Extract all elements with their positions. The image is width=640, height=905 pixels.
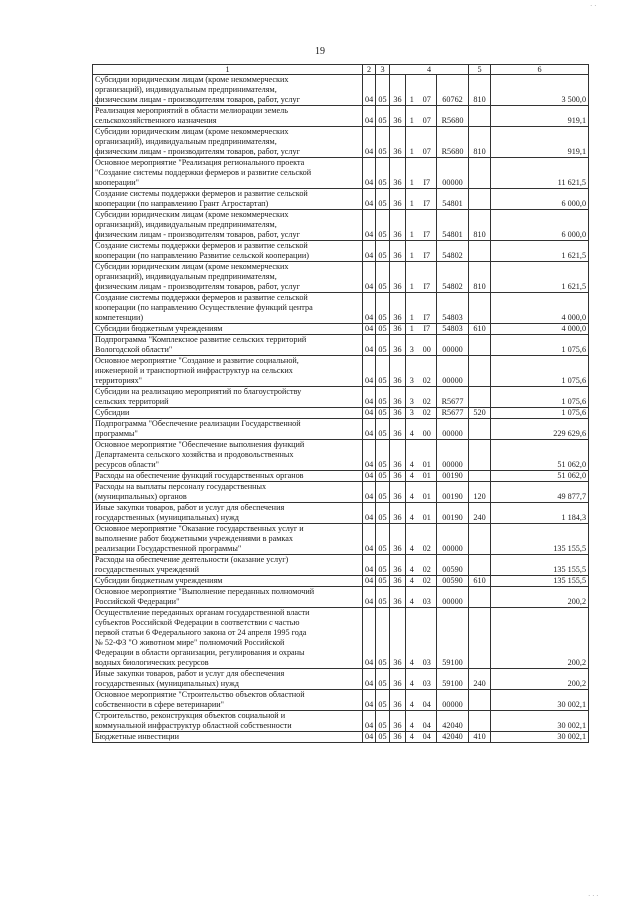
cell-direction: 00590 bbox=[437, 555, 469, 576]
cell-subprogram: 4 bbox=[406, 690, 418, 711]
cell-event: I7 bbox=[418, 241, 437, 262]
cell-ved: 04 bbox=[363, 324, 376, 335]
cell-amount: 1 621,5 bbox=[491, 241, 589, 262]
cell-direction: 59100 bbox=[437, 608, 469, 669]
cell-direction: 60762 bbox=[437, 75, 469, 106]
cell-rz: 05 bbox=[376, 419, 390, 440]
row-name: Создание системы поддержки фермеров и развитие сельской кооперации (по направлению Развитие сельской кооперации) bbox=[93, 241, 363, 262]
cell-amount: 1 075,6 bbox=[491, 356, 589, 387]
cell-direction: 00000 bbox=[437, 356, 469, 387]
cell-expense-type bbox=[469, 356, 491, 387]
cell-rz: 05 bbox=[376, 106, 390, 127]
row-name: Субсидии на реализацию мероприятий по благоустройству сельских территорий bbox=[93, 387, 363, 408]
cell-event: 00 bbox=[418, 419, 437, 440]
cell-rz: 05 bbox=[376, 189, 390, 210]
cell-event: 02 bbox=[418, 555, 437, 576]
cell-program: 36 bbox=[390, 387, 406, 408]
cell-program: 36 bbox=[390, 669, 406, 690]
cell-ved: 04 bbox=[363, 608, 376, 669]
cell-event: I7 bbox=[418, 210, 437, 241]
row-name: Осуществление переданных органам государственной власти субъектов Российской Федерации в соответствии с частью первой статьи 6 Федерального закона от 24 апреля 1995 года № 52-ФЗ "О животном мире" полномочий Российской Федерации в области организации, регулирования и охраны водных биологических ресурсов bbox=[93, 608, 363, 669]
cell-rz: 05 bbox=[376, 471, 390, 482]
cell-amount: 1 075,6 bbox=[491, 408, 589, 419]
cell-ved: 04 bbox=[363, 241, 376, 262]
cell-event: 01 bbox=[418, 471, 437, 482]
cell-direction: 00590 bbox=[437, 576, 469, 587]
cell-ved: 04 bbox=[363, 587, 376, 608]
cell-rz: 05 bbox=[376, 555, 390, 576]
cell-subprogram: 4 bbox=[406, 587, 418, 608]
cell-program: 36 bbox=[390, 324, 406, 335]
cell-direction: R5677 bbox=[437, 408, 469, 419]
cell-expense-type: 810 bbox=[469, 262, 491, 293]
table-row bbox=[93, 440, 589, 471]
table-row bbox=[93, 293, 589, 324]
cell-rz: 05 bbox=[376, 669, 390, 690]
cell-expense-type bbox=[469, 106, 491, 127]
cell-rz: 05 bbox=[376, 335, 390, 356]
cell-subprogram: 4 bbox=[406, 669, 418, 690]
cell-ved: 04 bbox=[363, 158, 376, 189]
cell-subprogram: 4 bbox=[406, 419, 418, 440]
cell-subprogram: 4 bbox=[406, 482, 418, 503]
cell-subprogram: 1 bbox=[406, 127, 418, 158]
cell-ved: 04 bbox=[363, 408, 376, 419]
cell-event: 03 bbox=[418, 587, 437, 608]
cell-rz: 05 bbox=[376, 127, 390, 158]
cell-ved: 04 bbox=[363, 262, 376, 293]
header-col-3: 3 bbox=[376, 65, 390, 75]
cell-amount: 919,1 bbox=[491, 127, 589, 158]
cell-amount: 6 000,0 bbox=[491, 189, 589, 210]
cell-rz: 05 bbox=[376, 408, 390, 419]
table-row bbox=[93, 335, 589, 356]
cell-expense-type: 810 bbox=[469, 127, 491, 158]
cell-expense-type bbox=[469, 241, 491, 262]
cell-ved: 04 bbox=[363, 690, 376, 711]
cell-program: 36 bbox=[390, 732, 406, 743]
cell-amount: 11 621,5 bbox=[491, 158, 589, 189]
cell-direction: 54802 bbox=[437, 262, 469, 293]
row-name: Основное мероприятие "Обеспечение выполнения функций Департамента сельского хозяйства и продовольственных ресурсов области" bbox=[93, 440, 363, 471]
table-row bbox=[93, 555, 589, 576]
cell-expense-type: 610 bbox=[469, 324, 491, 335]
table-row bbox=[93, 262, 589, 293]
row-name: Субсидии бюджетным учреждениям bbox=[93, 576, 363, 587]
cell-ved: 04 bbox=[363, 440, 376, 471]
cell-expense-type: 810 bbox=[469, 210, 491, 241]
cell-ved: 04 bbox=[363, 524, 376, 555]
cell-amount: 919,1 bbox=[491, 106, 589, 127]
cell-rz: 05 bbox=[376, 262, 390, 293]
table-row bbox=[93, 356, 589, 387]
cell-ved: 04 bbox=[363, 482, 376, 503]
cell-event: 07 bbox=[418, 75, 437, 106]
cell-event: I7 bbox=[418, 293, 437, 324]
cell-expense-type bbox=[469, 608, 491, 669]
table-row bbox=[93, 711, 589, 732]
cell-expense-type bbox=[469, 471, 491, 482]
cell-program: 36 bbox=[390, 158, 406, 189]
cell-direction: 00190 bbox=[437, 503, 469, 524]
cell-rz: 05 bbox=[376, 482, 390, 503]
cell-rz: 05 bbox=[376, 387, 390, 408]
cell-program: 36 bbox=[390, 690, 406, 711]
cell-subprogram: 3 bbox=[406, 335, 418, 356]
cell-ved: 04 bbox=[363, 471, 376, 482]
cell-program: 36 bbox=[390, 576, 406, 587]
cell-program: 36 bbox=[390, 127, 406, 158]
row-name: Реализация мероприятий в области мелиорации земель сельскохозяйственного назначения bbox=[93, 106, 363, 127]
cell-rz: 05 bbox=[376, 576, 390, 587]
row-name: Субсидии юридическим лицам (кроме некоммерческих организаций), индивидуальным предпринимателям, физическим лицам - производителям товаров, работ, услуг bbox=[93, 127, 363, 158]
cell-direction: 00000 bbox=[437, 440, 469, 471]
cell-rz: 05 bbox=[376, 587, 390, 608]
cell-ved: 04 bbox=[363, 127, 376, 158]
cell-ved: 04 bbox=[363, 732, 376, 743]
cell-program: 36 bbox=[390, 106, 406, 127]
table-row bbox=[93, 75, 589, 106]
table-row bbox=[93, 471, 589, 482]
cell-program: 36 bbox=[390, 189, 406, 210]
cell-expense-type bbox=[469, 189, 491, 210]
cell-amount: 200,2 bbox=[491, 587, 589, 608]
cell-event: I7 bbox=[418, 324, 437, 335]
cell-subprogram: 1 bbox=[406, 158, 418, 189]
cell-amount: 4 000,0 bbox=[491, 293, 589, 324]
cell-expense-type bbox=[469, 387, 491, 408]
cell-ved: 04 bbox=[363, 293, 376, 324]
table-row bbox=[93, 189, 589, 210]
cell-amount: 3 500,0 bbox=[491, 75, 589, 106]
cell-program: 36 bbox=[390, 335, 406, 356]
table-row bbox=[93, 408, 589, 419]
budget-table bbox=[92, 64, 589, 743]
cell-ved: 04 bbox=[363, 106, 376, 127]
cell-amount: 229 629,6 bbox=[491, 419, 589, 440]
cell-ved: 04 bbox=[363, 503, 376, 524]
cell-program: 36 bbox=[390, 471, 406, 482]
table-row bbox=[93, 732, 589, 743]
cell-ved: 04 bbox=[363, 669, 376, 690]
cell-rz: 05 bbox=[376, 503, 390, 524]
cell-direction: 59100 bbox=[437, 669, 469, 690]
cell-subprogram: 1 bbox=[406, 293, 418, 324]
cell-rz: 05 bbox=[376, 75, 390, 106]
row-name: Основное мероприятие "Выполнение переданных полномочий Российской Федерации" bbox=[93, 587, 363, 608]
cell-expense-type bbox=[469, 293, 491, 324]
cell-event: 03 bbox=[418, 608, 437, 669]
cell-program: 36 bbox=[390, 408, 406, 419]
cell-event: 02 bbox=[418, 408, 437, 419]
row-name: Субсидии юридическим лицам (кроме некоммерческих организаций), индивидуальным предпринимателям, физическим лицам - производителям товаров, работ, услуг bbox=[93, 262, 363, 293]
cell-expense-type bbox=[469, 158, 491, 189]
header-col-5: 5 bbox=[469, 65, 491, 75]
cell-ved: 04 bbox=[363, 576, 376, 587]
cell-direction: 00190 bbox=[437, 471, 469, 482]
cell-expense-type: 810 bbox=[469, 75, 491, 106]
table-body bbox=[93, 75, 589, 743]
cell-rz: 05 bbox=[376, 356, 390, 387]
row-name: Субсидии бюджетным учреждениям bbox=[93, 324, 363, 335]
row-name: Основное мероприятие "Строительство объектов областной собственности в сфере ветеринарии" bbox=[93, 690, 363, 711]
cell-rz: 05 bbox=[376, 293, 390, 324]
cell-ved: 04 bbox=[363, 711, 376, 732]
cell-amount: 1 184,3 bbox=[491, 503, 589, 524]
cell-program: 36 bbox=[390, 293, 406, 324]
cell-subprogram: 4 bbox=[406, 608, 418, 669]
cell-amount: 1 075,6 bbox=[491, 335, 589, 356]
row-name: Строительство, реконструкция объектов социальной и коммунальной инфраструктур областной собственности bbox=[93, 711, 363, 732]
cell-rz: 05 bbox=[376, 158, 390, 189]
cell-ved: 04 bbox=[363, 75, 376, 106]
scan-mark-bottom: · · · bbox=[588, 892, 599, 900]
cell-subprogram: 3 bbox=[406, 387, 418, 408]
cell-direction: 00000 bbox=[437, 524, 469, 555]
row-name: Иные закупки товаров, работ и услуг для обеспечения государственных (муниципальных) нужд bbox=[93, 669, 363, 690]
cell-subprogram: 1 bbox=[406, 324, 418, 335]
cell-program: 36 bbox=[390, 440, 406, 471]
cell-ved: 04 bbox=[363, 356, 376, 387]
header-col-6: 6 bbox=[491, 65, 589, 75]
cell-direction: R5680 bbox=[437, 127, 469, 158]
cell-event: I7 bbox=[418, 189, 437, 210]
cell-program: 36 bbox=[390, 711, 406, 732]
row-name: Подпрограмма "Обеспечение реализации Государственной программы" bbox=[93, 419, 363, 440]
cell-event: 07 bbox=[418, 106, 437, 127]
row-name: Создание системы поддержки фермеров и развитие сельской кооперации (по направлению Грант Агростартап) bbox=[93, 189, 363, 210]
cell-direction: 54802 bbox=[437, 241, 469, 262]
cell-expense-type: 610 bbox=[469, 576, 491, 587]
row-name: Субсидии bbox=[93, 408, 363, 419]
header-col-4: 4 bbox=[390, 65, 469, 75]
cell-event: 04 bbox=[418, 711, 437, 732]
cell-amount: 4 000,0 bbox=[491, 324, 589, 335]
cell-expense-type bbox=[469, 524, 491, 555]
cell-event: 02 bbox=[418, 524, 437, 555]
cell-expense-type: 120 bbox=[469, 482, 491, 503]
cell-expense-type bbox=[469, 587, 491, 608]
cell-event: 01 bbox=[418, 503, 437, 524]
table-row bbox=[93, 158, 589, 189]
cell-program: 36 bbox=[390, 262, 406, 293]
row-name: Бюджетные инвестиции bbox=[93, 732, 363, 743]
cell-amount: 135 155,5 bbox=[491, 555, 589, 576]
table-row bbox=[93, 524, 589, 555]
cell-direction: 00000 bbox=[437, 419, 469, 440]
cell-expense-type bbox=[469, 335, 491, 356]
cell-program: 36 bbox=[390, 555, 406, 576]
table-row bbox=[93, 210, 589, 241]
cell-amount: 1 621,5 bbox=[491, 262, 589, 293]
cell-direction: 42040 bbox=[437, 732, 469, 743]
cell-subprogram: 1 bbox=[406, 262, 418, 293]
cell-subprogram: 4 bbox=[406, 576, 418, 587]
cell-direction: 54803 bbox=[437, 293, 469, 324]
cell-direction: 00000 bbox=[437, 690, 469, 711]
cell-subprogram: 4 bbox=[406, 471, 418, 482]
table-row bbox=[93, 127, 589, 158]
cell-event: 01 bbox=[418, 482, 437, 503]
cell-amount: 51 062,0 bbox=[491, 440, 589, 471]
cell-direction: 00000 bbox=[437, 587, 469, 608]
row-name: Субсидии юридическим лицам (кроме некоммерческих организаций), индивидуальным предпринимателям, физическим лицам - производителям товаров, работ, услуг bbox=[93, 75, 363, 106]
cell-subprogram: 4 bbox=[406, 711, 418, 732]
row-name: Основное мероприятие "Создание и развитие социальной, инженерной и транспортной инфраструктур на сельских территориях" bbox=[93, 356, 363, 387]
cell-subprogram: 3 bbox=[406, 356, 418, 387]
cell-event: 02 bbox=[418, 387, 437, 408]
cell-amount: 30 002,1 bbox=[491, 732, 589, 743]
cell-event: 00 bbox=[418, 335, 437, 356]
cell-rz: 05 bbox=[376, 324, 390, 335]
cell-subprogram: 4 bbox=[406, 524, 418, 555]
cell-subprogram: 4 bbox=[406, 503, 418, 524]
cell-event: 04 bbox=[418, 732, 437, 743]
cell-event: 02 bbox=[418, 576, 437, 587]
cell-direction: 00190 bbox=[437, 482, 469, 503]
row-name: Расходы на выплаты персоналу государственных (муниципальных) органов bbox=[93, 482, 363, 503]
cell-expense-type bbox=[469, 555, 491, 576]
cell-subprogram: 1 bbox=[406, 75, 418, 106]
cell-rz: 05 bbox=[376, 608, 390, 669]
cell-ved: 04 bbox=[363, 189, 376, 210]
cell-program: 36 bbox=[390, 210, 406, 241]
table-row bbox=[93, 503, 589, 524]
cell-direction: 00000 bbox=[437, 335, 469, 356]
cell-expense-type: 520 bbox=[469, 408, 491, 419]
row-name: Создание системы поддержки фермеров и развитие сельской кооперации (по направлению Осуществление функций центра компетенции) bbox=[93, 293, 363, 324]
cell-ved: 04 bbox=[363, 419, 376, 440]
cell-subprogram: 4 bbox=[406, 440, 418, 471]
cell-subprogram: 4 bbox=[406, 555, 418, 576]
header-col-2: 2 bbox=[363, 65, 376, 75]
table-row bbox=[93, 106, 589, 127]
table-row bbox=[93, 608, 589, 669]
cell-program: 36 bbox=[390, 75, 406, 106]
cell-event: I7 bbox=[418, 158, 437, 189]
cell-direction: 54801 bbox=[437, 189, 469, 210]
table-row bbox=[93, 690, 589, 711]
table-row bbox=[93, 419, 589, 440]
header-col-1: 1 bbox=[93, 65, 363, 75]
cell-amount: 30 002,1 bbox=[491, 690, 589, 711]
cell-rz: 05 bbox=[376, 241, 390, 262]
cell-expense-type: 240 bbox=[469, 669, 491, 690]
cell-amount: 6 000,0 bbox=[491, 210, 589, 241]
cell-rz: 05 bbox=[376, 210, 390, 241]
row-name: Основное мероприятие "Реализация регионального проекта "Создание системы поддержки фермеров и развитие сельской кооперации" bbox=[93, 158, 363, 189]
cell-expense-type: 240 bbox=[469, 503, 491, 524]
cell-expense-type bbox=[469, 419, 491, 440]
cell-amount: 200,2 bbox=[491, 669, 589, 690]
cell-program: 36 bbox=[390, 503, 406, 524]
cell-subprogram: 4 bbox=[406, 732, 418, 743]
cell-event: 01 bbox=[418, 440, 437, 471]
cell-event: I7 bbox=[418, 262, 437, 293]
cell-event: 07 bbox=[418, 127, 437, 158]
cell-direction: R5680 bbox=[437, 106, 469, 127]
cell-amount: 135 155,5 bbox=[491, 576, 589, 587]
scan-mark-top: · · bbox=[590, 2, 597, 10]
cell-program: 36 bbox=[390, 608, 406, 669]
table-row bbox=[93, 241, 589, 262]
cell-rz: 05 bbox=[376, 711, 390, 732]
cell-amount: 200,2 bbox=[491, 608, 589, 669]
cell-program: 36 bbox=[390, 524, 406, 555]
cell-expense-type: 410 bbox=[469, 732, 491, 743]
table-row bbox=[93, 324, 589, 335]
cell-subprogram: 3 bbox=[406, 408, 418, 419]
cell-rz: 05 bbox=[376, 524, 390, 555]
cell-amount: 135 155,5 bbox=[491, 524, 589, 555]
cell-amount: 51 062,0 bbox=[491, 471, 589, 482]
cell-direction: R5677 bbox=[437, 387, 469, 408]
page-number: 19 bbox=[315, 46, 325, 57]
row-name: Основное мероприятие "Оказание государственных услуг и выполнение работ бюджетными учреждениями в рамках реализации Государственной программы" bbox=[93, 524, 363, 555]
cell-event: 04 bbox=[418, 690, 437, 711]
cell-subprogram: 1 bbox=[406, 241, 418, 262]
table-row bbox=[93, 482, 589, 503]
cell-expense-type bbox=[469, 440, 491, 471]
table-row bbox=[93, 587, 589, 608]
cell-amount: 49 877,7 bbox=[491, 482, 589, 503]
cell-program: 36 bbox=[390, 482, 406, 503]
cell-ved: 04 bbox=[363, 555, 376, 576]
cell-event: 02 bbox=[418, 356, 437, 387]
cell-amount: 30 002,1 bbox=[491, 711, 589, 732]
cell-subprogram: 1 bbox=[406, 210, 418, 241]
cell-direction: 54801 bbox=[437, 210, 469, 241]
cell-rz: 05 bbox=[376, 440, 390, 471]
row-name: Расходы на обеспечение функций государственных органов bbox=[93, 471, 363, 482]
cell-expense-type bbox=[469, 690, 491, 711]
cell-ved: 04 bbox=[363, 335, 376, 356]
row-name: Субсидии юридическим лицам (кроме некоммерческих организаций), индивидуальным предпринимателям, физическим лицам - производителям товаров, работ, услуг bbox=[93, 210, 363, 241]
cell-direction: 54803 bbox=[437, 324, 469, 335]
cell-event: 03 bbox=[418, 669, 437, 690]
cell-program: 36 bbox=[390, 587, 406, 608]
table-row bbox=[93, 669, 589, 690]
cell-ved: 04 bbox=[363, 210, 376, 241]
cell-rz: 05 bbox=[376, 732, 390, 743]
cell-expense-type bbox=[469, 711, 491, 732]
row-name: Расходы на обеспечение деятельности (оказание услуг) государственных учреждений bbox=[93, 555, 363, 576]
row-name: Иные закупки товаров, работ и услуг для обеспечения государственных (муниципальных) нужд bbox=[93, 503, 363, 524]
cell-direction: 42040 bbox=[437, 711, 469, 732]
cell-program: 36 bbox=[390, 356, 406, 387]
table-header-row bbox=[93, 65, 589, 75]
row-name: Подпрограмма "Комплексное развитие сельских территорий Вологодской области" bbox=[93, 335, 363, 356]
table-row bbox=[93, 576, 589, 587]
cell-amount: 1 075,6 bbox=[491, 387, 589, 408]
cell-program: 36 bbox=[390, 241, 406, 262]
cell-rz: 05 bbox=[376, 690, 390, 711]
cell-subprogram: 1 bbox=[406, 106, 418, 127]
cell-subprogram: 1 bbox=[406, 189, 418, 210]
cell-ved: 04 bbox=[363, 387, 376, 408]
table-row bbox=[93, 387, 589, 408]
cell-direction: 00000 bbox=[437, 158, 469, 189]
cell-program: 36 bbox=[390, 419, 406, 440]
